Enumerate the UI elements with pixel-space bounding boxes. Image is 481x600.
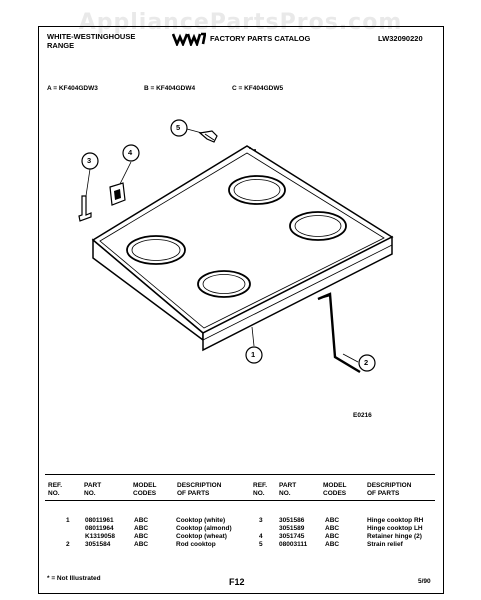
cell-ref: 4 — [259, 533, 263, 540]
cell-model: ABC — [325, 517, 340, 524]
model-b: B = KF404GDW4 — [144, 85, 196, 92]
catalog-title: FACTORY PARTS CATALOG — [210, 34, 311, 43]
cell-ref: 3 — [259, 517, 263, 524]
cell-ref: 2 — [66, 541, 70, 548]
cell-part: 08011964 — [85, 525, 114, 532]
cell-desc: Hinge cooktop RH — [367, 517, 424, 524]
cell-part: 3051589 — [279, 525, 305, 532]
burner-opening-front-left — [127, 236, 185, 264]
col-part-right: PART NO. — [279, 482, 297, 497]
footnote: * = Not Illustrated — [47, 575, 101, 582]
cell-ref: 5 — [259, 541, 263, 548]
cell-ref: 1 — [66, 517, 70, 524]
cell-desc: Cooktop (almond) — [176, 525, 232, 532]
cell-part: 08003111 — [279, 541, 308, 548]
col-ref-right: REF. NO. — [253, 482, 268, 497]
cell-part: 08011961 — [85, 517, 114, 524]
cell-model: ABC — [325, 541, 340, 548]
cell-part: 3051745 — [279, 533, 305, 540]
cell-model: ABC — [134, 517, 149, 524]
table-header-rule — [45, 500, 435, 501]
cell-part: K1319058 — [85, 533, 115, 540]
burner-opening-rear-left — [229, 176, 285, 204]
brand-line1: WHITE-WESTINGHOUSE — [47, 32, 136, 41]
cell-desc: Strain relief — [367, 541, 403, 548]
watermark: AppliancePartsPros.com — [78, 10, 403, 35]
figure-code: E0216 — [353, 412, 372, 419]
cell-desc: Cooktop (white) — [176, 517, 226, 524]
col-ref-left: REF. NO. — [48, 482, 63, 497]
col-desc-left: DESCRIPTION OF PARTS — [177, 482, 222, 497]
cell-model: ABC — [134, 541, 149, 548]
cell-model: ABC — [134, 525, 149, 532]
cell-part: 3051586 — [279, 517, 305, 524]
cell-model: ABC — [134, 533, 149, 540]
col-desc-right: DESCRIPTION OF PARTS — [367, 482, 412, 497]
burner-opening-rear-right — [290, 212, 346, 240]
callout-1-label: 1 — [251, 350, 256, 359]
revision-date: 5/90 — [418, 578, 431, 585]
cell-model: ABC — [325, 525, 340, 532]
cell-desc: Retainer hinge (2) — [367, 533, 422, 540]
model-c: C = KF404GDW5 — [232, 85, 284, 92]
callout-2-label: 2 — [364, 358, 369, 367]
brand-line2: RANGE — [47, 41, 75, 50]
callout-5-label: 5 — [176, 123, 181, 132]
col-part-left: PART NO. — [84, 482, 102, 497]
col-model-left: MODEL CODES — [133, 482, 157, 497]
catalog-number: LW32090220 — [378, 34, 423, 43]
col-model-right: MODEL CODES — [323, 482, 347, 497]
callout-3-label: 3 — [87, 156, 92, 165]
cell-desc: Rod cooktop — [176, 541, 216, 548]
cell-desc: Cooktop (wheat) — [176, 533, 227, 540]
table-top-rule — [45, 474, 435, 475]
cell-model: ABC — [325, 533, 340, 540]
cell-desc: Hinge cooktop LH — [367, 525, 423, 532]
page-number: F12 — [229, 577, 245, 587]
cell-part: 3051584 — [85, 541, 111, 548]
model-a: A = KF404GDW3 — [47, 85, 98, 92]
callout-4-label: 4 — [128, 148, 133, 157]
